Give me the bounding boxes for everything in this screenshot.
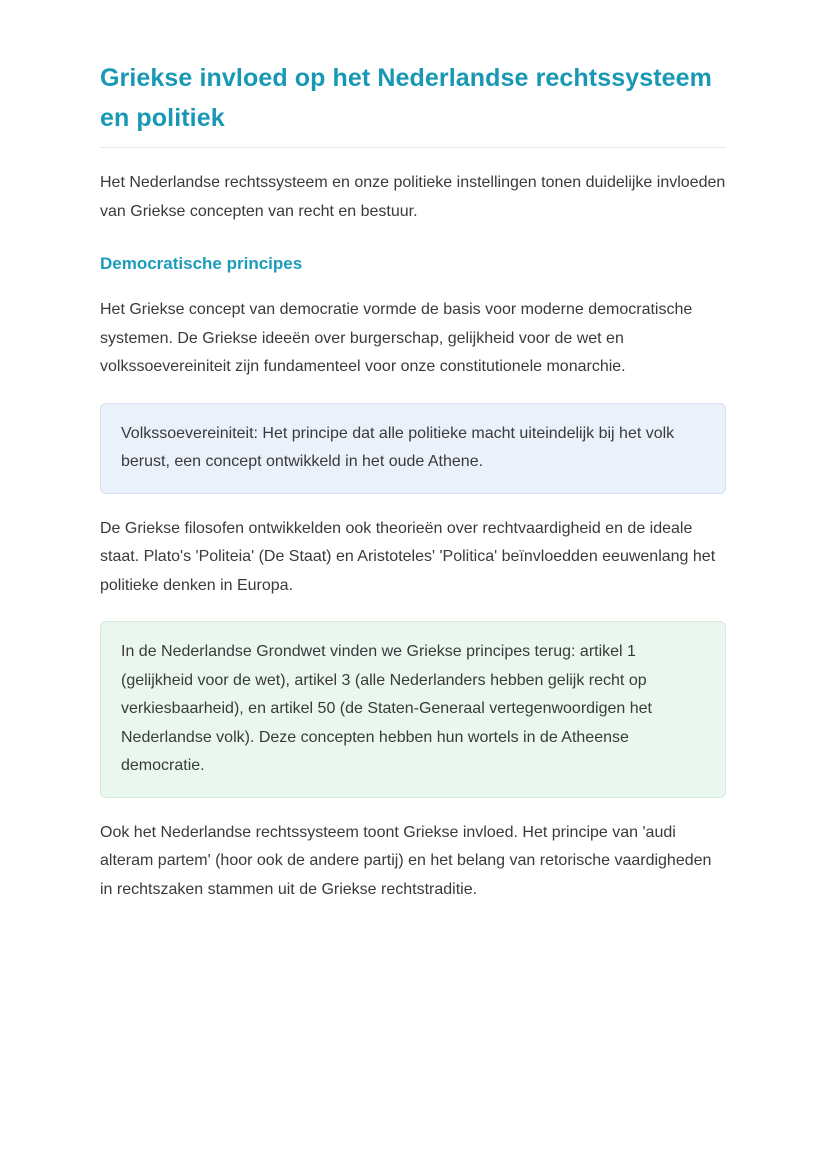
definition-callout-volkssoevereiniteit: Volkssoevereiniteit: Het principe dat alle politieke macht uiteindelijk bij het volk berust, een concept ontwikkeld in het oude Athene. <box>100 403 726 494</box>
intro-paragraph: Het Nederlandse rechtssysteem en onze politieke instellingen tonen duidelijke invloeden van Griekse concepten van recht en bestuur. <box>100 174 726 220</box>
paragraph-legal-system: Ook het Nederlandse rechtssysteem toont Griekse invloed. Het principe van 'audi alteram partem' (hoor ook de andere partij) en het belang van retorische vaardigheden in rechtszaken stammen uit de Griekse rechtstraditie. <box>100 823 712 898</box>
title-divider <box>100 147 726 148</box>
paragraph-democracy-basis: Het Griekse concept van democratie vormde de basis voor moderne democratische systemen. De Griekse ideeën over burgerschap, gelijkheid voor de wet en volkssoevereiniteit zijn fundamenteel voor onze constitutionele monarchie. <box>100 301 693 375</box>
constitution-callout-grondwet: In de Nederlandse Grondwet vinden we Griekse principes terug: artikel 1 (gelijkheid voor de wet), artikel 3 (alle Nederlanders hebben gelijk recht op verkiesbaarheid), en artikel 50 (de Staten-Generaal vertegenwoordigen het Nederlandse volk). Deze concepten hebben hun wortels in de Atheense democratie. <box>100 621 726 798</box>
section-heading-democratische-principes: Democratische principes <box>100 254 303 273</box>
page-title: Griekse invloed op het Nederlandse rechtssysteem en politiek <box>100 64 712 132</box>
paragraph-greek-philosophers: De Griekse filosofen ontwikkelden ook theorieën over rechtvaardigheid en de ideale staat. Plato's 'Politeia' (De Staat) en Aristoteles' 'Politica' beïnvloedden eeuwenlang het politieke denken in Europa. <box>100 519 716 594</box>
